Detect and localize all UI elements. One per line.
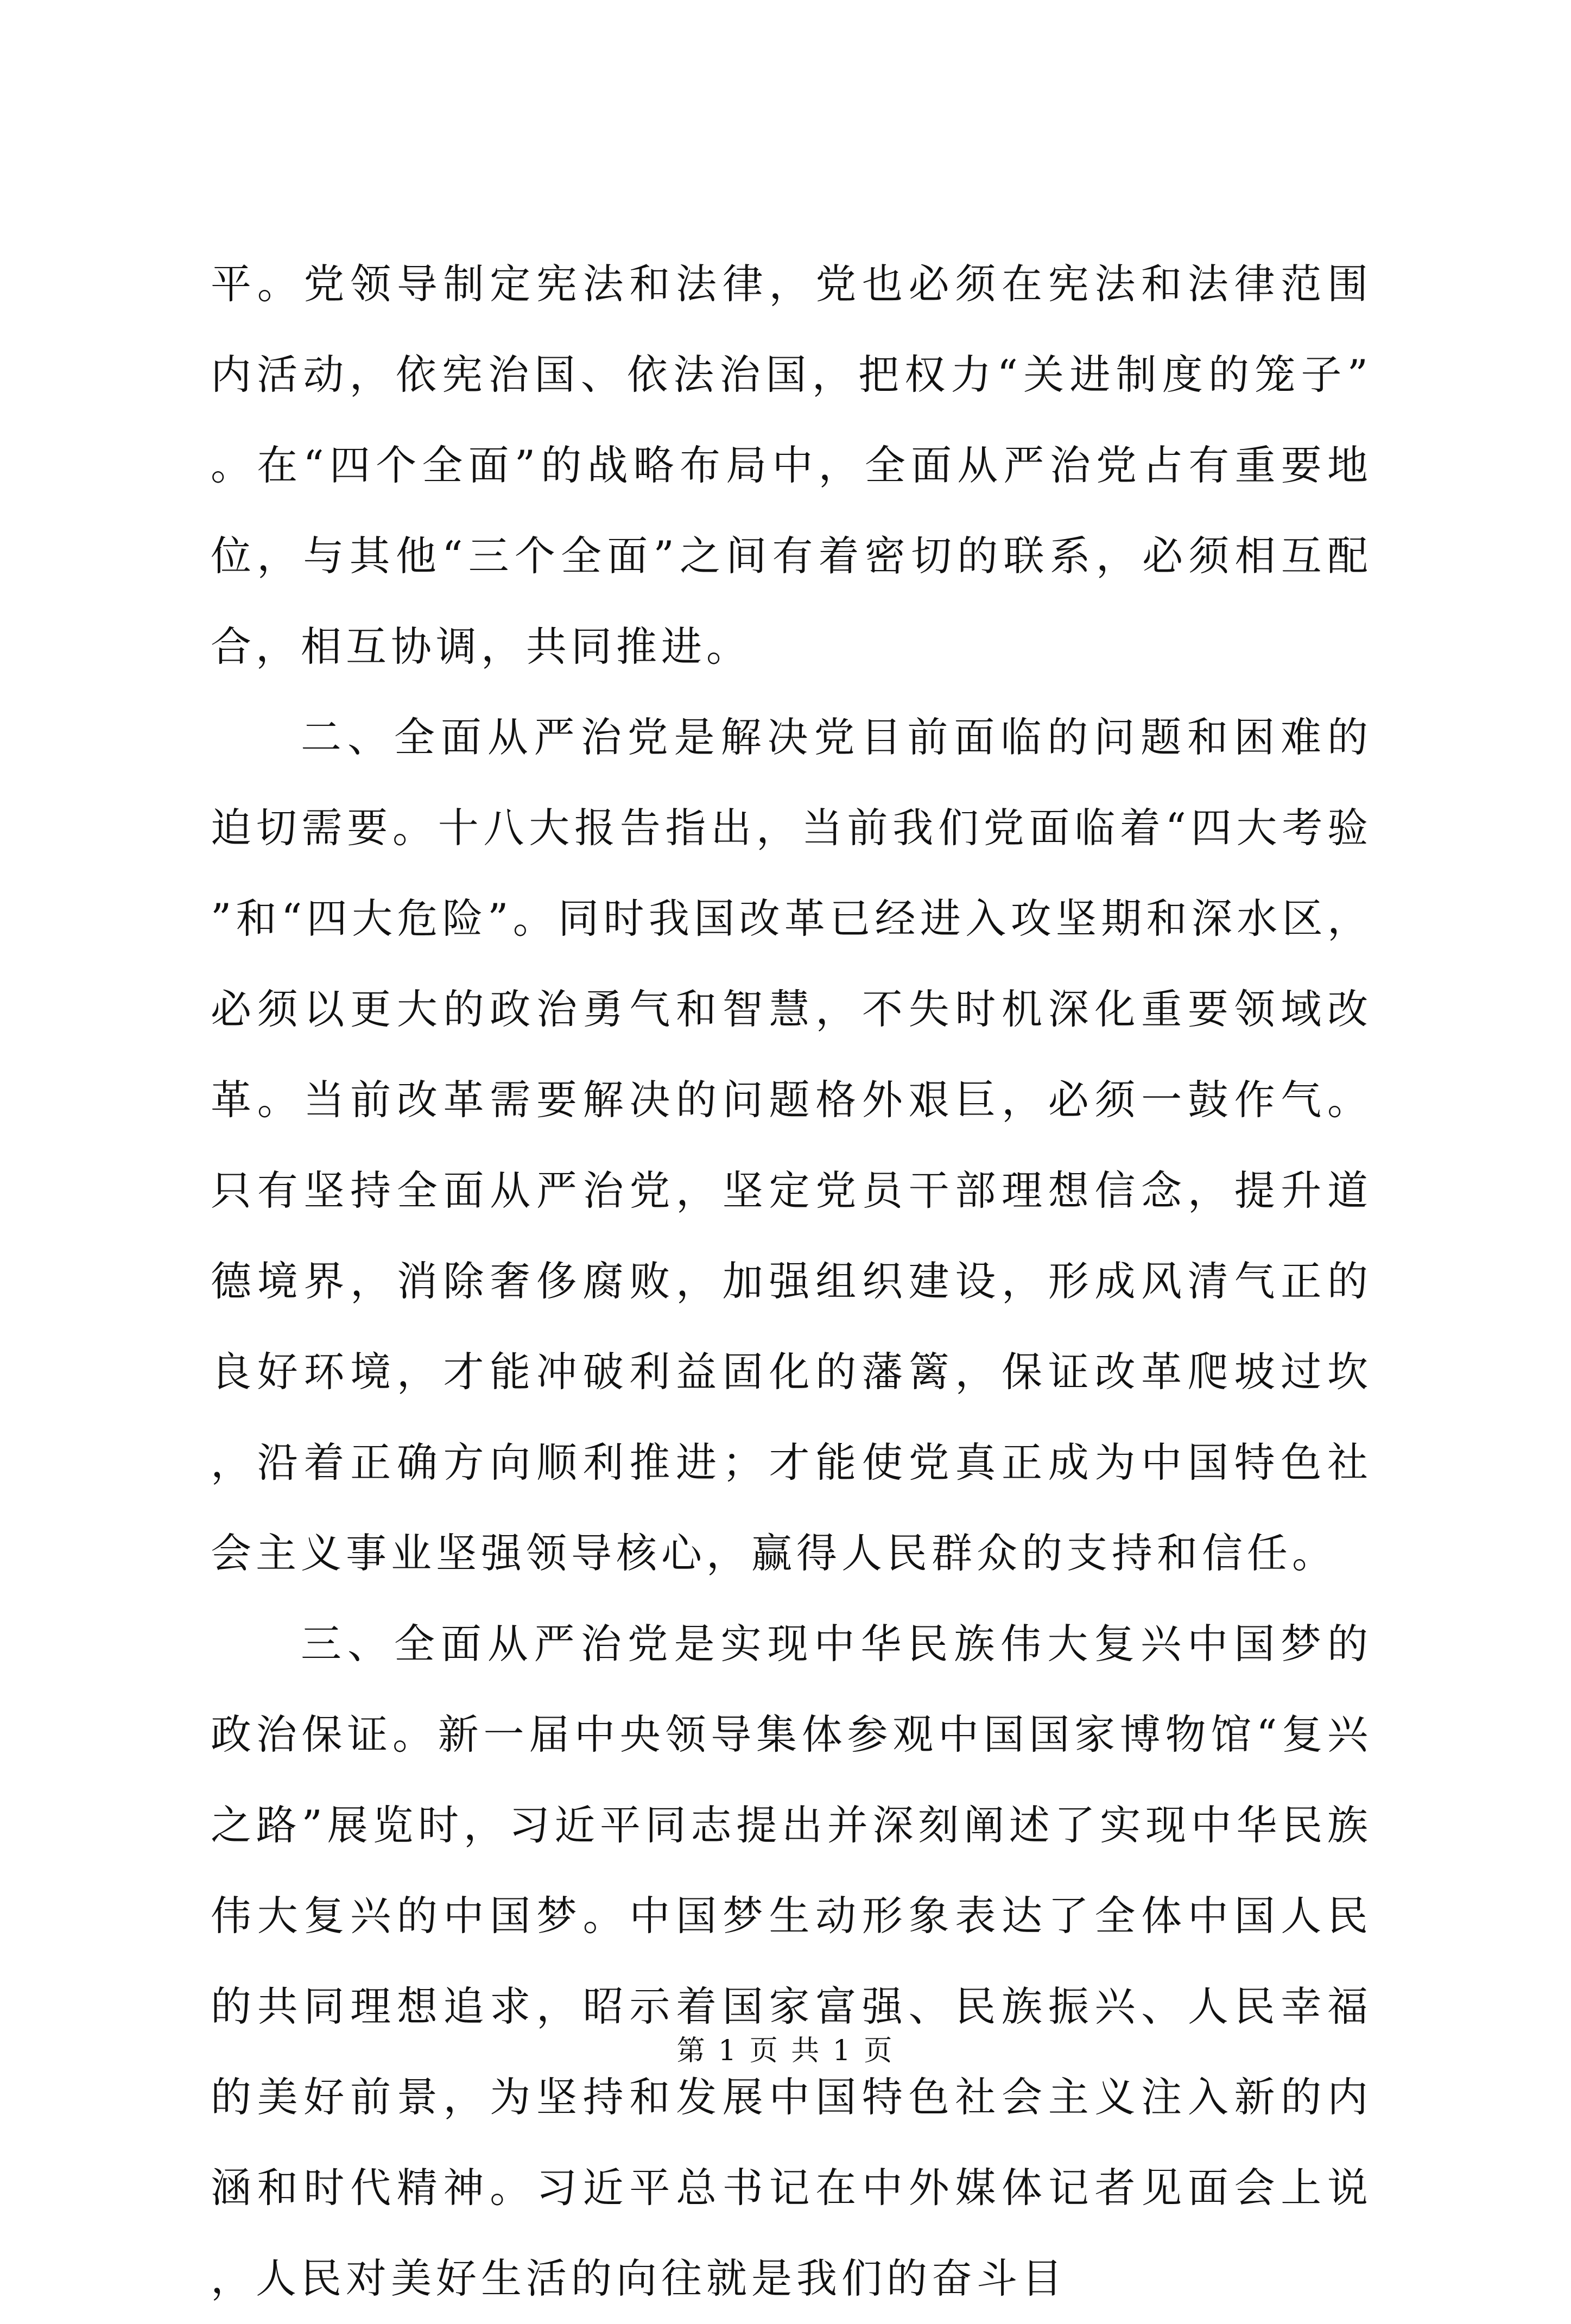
paragraph-3: 三、全面从严治党是实现中华民族伟大复兴中国梦的政治保证。新一届中央领导集体参观中国国家博物馆“复兴之路”展览时，习近平同志提出并深刻阐述了实现中华民族伟大复兴的中国梦。中国梦生动形象表达了全体中国人民的共同理想追求，昭示着国家富强、民族振兴、人民幸福的美好前景，为坚持和发展中国特色社会主义注入新的内涵和时代精神。习近平总书记在中外媒体记者见面会上说，人民对美好生活的向往就是我们的奋斗目 [211,1620,1372,2302]
document-body [211,239,1372,2324]
paragraph-2: 二、全面从严治党是解决党目前面临的问题和困难的迫切需要。十八大报告指出，当前我们党面临着“四大考验”和“四大危险”。同时我国改革已经进入攻坚期和深水区，必须以更大的政治勇气和智慧，不失时机深化重要领域改革。当前改革需要解决的问题格外艰巨，必须一鼓作气。只有坚持全面从严治党，坚定党员干部理想信念，提升道德境界，消除奢侈腐败，加强组织建设，形成风清气正的良好环境，才能冲破利益固化的藩篱，保证改革爬坡过坎，沿着正确方向顺利推进；才能使党真正成为中国特色社会主义事业坚强领导核心，赢得人民群众的支持和信任。 [211,713,1372,1577]
paragraph-1: 平。党领导制定宪法和法律，党也必须在宪法和法律范围内活动，依宪治国、依法治国，把权力“关进制度的笼子”。在“四个全面”的战略布局中，全面从严治党占有重要地位，与其他“三个全面”之间有着密切的联系，必须相互配合，相互协调，共同推进。 [211,260,1372,670]
page-footer: 第 1 页 共 1 页 [676,2035,895,2067]
